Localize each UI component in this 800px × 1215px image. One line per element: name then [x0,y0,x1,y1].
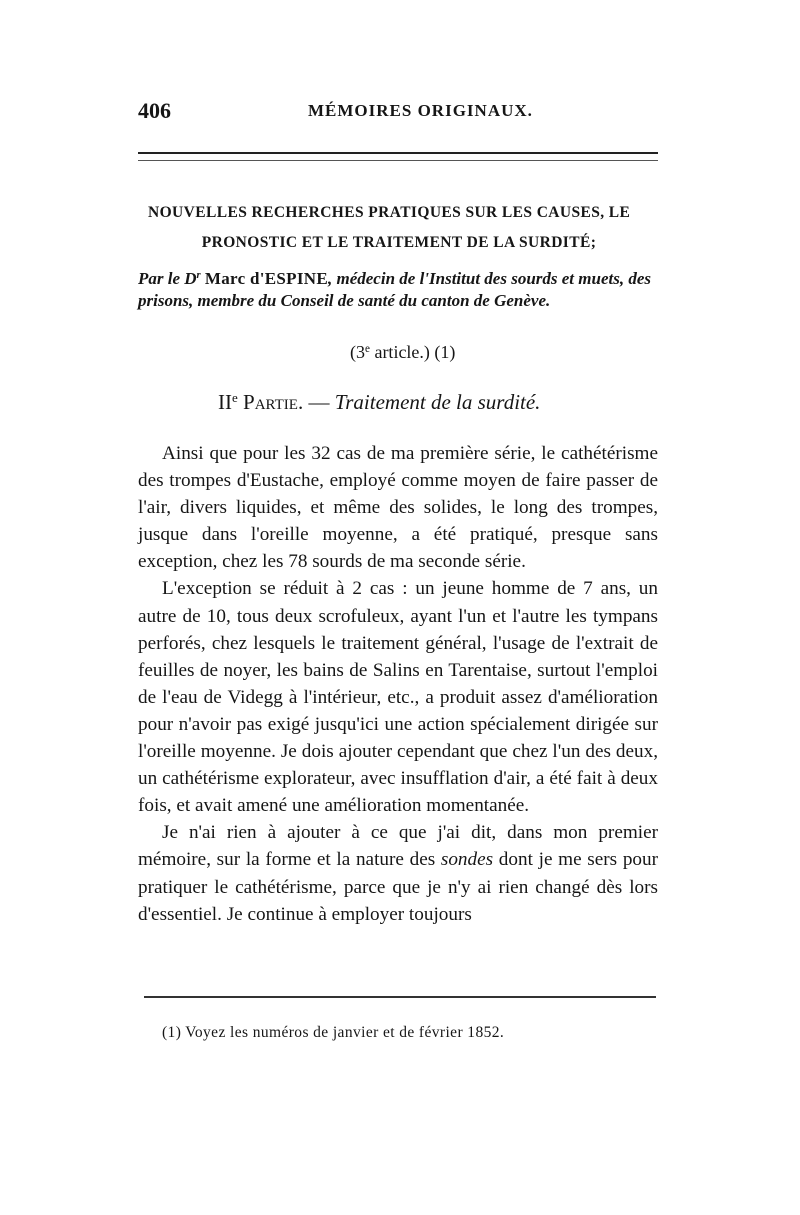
article-title [148,198,650,258]
header-rule [138,152,658,161]
page-number: 406 [138,98,171,123]
article-label-sup: e [365,342,370,355]
paragraph-2: L'exception se réduit à 2 cas : un jeune homme de 7 ans, un autre de 10, tous deux scrofuleux, ayant l'un et l'autre les tympans perforés, chez lesquels le traitement général, l'usage de l'extrait de feuilles de noyer, les bains de Salins en Tarentaise, surtout l'emploi de l'eau de Videgg à l'intérieur, etc., a produit assez d'amélioration pour n'avoir pas exigé jusqu'ici une action spécialement dirigée sur l'oreille moyenne. Je dois ajouter cependant que chez l'un des deux, un cathétérisme explorateur, avec insufflation d'air, a été fait à deux fois, et avait amené une amélioration momentanée. [138,578,658,817]
footnote-rule [144,996,656,998]
section-title: Traitement de la surdité. [334,390,541,414]
byline-affiliation: , médecin de l'Institut des sourds et muets, des prisons, membre du Conseil de santé du canton de Genève. [138,269,652,310]
section-heading [218,390,540,415]
article-title-line-1: NOUVELLES RECHERCHES PRATIQUES SUR LES CAUSES, LE [148,204,631,221]
body-text [138,440,658,928]
byline-prefix: Par le D [138,269,197,288]
article-label-open: (3 [350,342,365,362]
article-label-close: article.) (1) [369,342,456,362]
paragraph-3-italic: sondes [440,849,494,871]
article-label [350,342,455,363]
paragraph-3-end: dont je me sers pour pratiquer le cathétérisme, parce que je n'y ai rien changé dès lors d'essentiel. Je continue à employer toujours [138,849,658,925]
section-part-numeral: II [218,390,232,414]
section-part-sup: e [232,389,238,405]
paragraph-1: Ainsi que pour les 32 cas de ma première série, le cathétérisme des trompes d'Eustache, employé comme moyen de faire passer de l'air, divers liquides, et même des solides, le long des trompes, jusque dans l'oreille moyenne, a été pratiqué, presque sans exception, chez les 78 sourds de ma seconde série. [138,443,658,573]
footnote: (1) Voyez les numéros de janvier et de février 1852. [162,1024,505,1041]
paragraph-3 [138,819,658,927]
author-name: Marc d'ESPINE [204,269,328,288]
section-dash: — [303,390,335,414]
paragraph-3-start: Je n'ai rien à ajouter à ce que j'ai dit, dans mon premier mémoire, sur la forme et la nature des [138,822,658,871]
article-title-line-2: PRONOSTIC ET LE TRAITEMENT DE LA SURDITÉ; [201,234,597,251]
running-head: MÉMOIRES ORIGINAUX. [308,101,533,120]
byline [138,268,652,312]
byline-prefix-sup: r [196,270,201,282]
section-part-word: Partie. [237,390,304,414]
